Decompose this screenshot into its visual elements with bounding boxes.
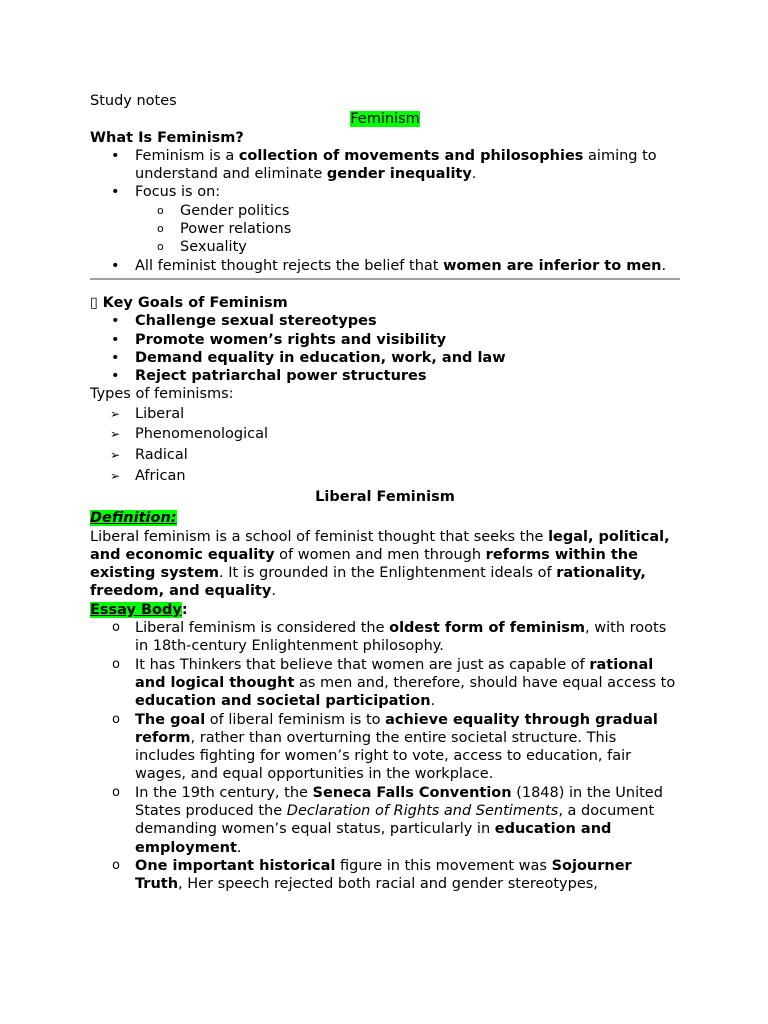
list-item: • Demand equality in education, work, and law [111, 349, 506, 366]
list-item: o Liberal feminism is considered the oldest form of feminism, with roots in 18th-century Enlightenment philosophy. [112, 620, 667, 655]
bullet-icon: • [111, 349, 120, 366]
sub-list-item: o Power relations [157, 221, 292, 238]
bullet-icon: • [111, 184, 120, 201]
arrow-bullet-icon: ➢ [110, 448, 121, 463]
list-item: • All feminist thought rejects the belief that women are inferior to men. [111, 257, 667, 274]
sub-list-item: o Gender politics [157, 202, 290, 219]
circle-bullet-icon: o [112, 620, 120, 636]
section-what-is-feminism [90, 129, 680, 275]
essay-body-label: Essay Body [90, 601, 182, 618]
circle-bullet-icon: o [157, 222, 164, 236]
section-heading: Liberal Feminism [315, 488, 455, 505]
list-item: • Reject patriarchal power structures [111, 368, 427, 385]
list-item: ➢ African [90, 466, 680, 487]
bullet-icon: • [111, 368, 120, 385]
essay-label-row: Essay Body: [90, 601, 188, 618]
list-item: • Feminism is a collection of movements and philosophies aiming to understand and eliminate gender inequality. [111, 147, 657, 183]
section-liberal-feminism [90, 487, 680, 894]
list-item: ➢ Radical [90, 445, 680, 466]
section-heading: What Is Feminism? [90, 129, 244, 146]
circle-bullet-icon: o [157, 203, 164, 217]
circle-bullet-icon: o [157, 240, 164, 254]
document-title: Feminism [350, 111, 420, 128]
circle-bullet-icon: o [112, 857, 120, 873]
bullet-icon: • [111, 257, 120, 274]
list-item: ➢ Liberal [90, 404, 680, 425]
header-text: Study notes [90, 93, 177, 109]
sub-list-item: o Sexuality [157, 239, 247, 256]
circle-bullet-icon: o [112, 656, 120, 672]
arrow-bullet-icon: ➢ [110, 468, 121, 483]
bullet-icon: • [111, 331, 120, 348]
list-item: o One important historical figure in this movement was Sojourner Truth, Her speech rejected both racial and gender stereotypes, [112, 857, 632, 893]
list-item: ➢ Phenomenological [90, 424, 680, 445]
missing-glyph-icon: ▯ [90, 294, 98, 311]
definition-label-row [90, 508, 680, 528]
types-intro: Types of feminisms: [90, 386, 234, 403]
section-heading: ▯ Key Goals of Feminism [90, 294, 288, 311]
arrow-bullet-icon: ➢ [110, 427, 121, 442]
essay-points-list [90, 619, 680, 893]
definition-list [90, 147, 680, 275]
types-list [90, 404, 680, 487]
circle-bullet-icon: o [112, 711, 120, 727]
bullet-icon: • [111, 147, 120, 164]
horizontal-divider [90, 278, 680, 280]
list-item: o The goal of liberal feminism is to achieve equality through gradual reform, rather than overturning the entire societal structure. This includes fighting for women’s right to vote, access to education, fair wages, and equal opportunities in the workplace. [112, 711, 658, 783]
section-types [90, 385, 680, 486]
arrow-bullet-icon: ➢ [110, 406, 121, 421]
list-item: • Challenge sexual stereotypes [111, 313, 377, 330]
list-item: • Focus is on: [111, 184, 221, 201]
section-key-goals [90, 294, 680, 385]
title-row [90, 110, 680, 128]
goals-list [90, 312, 680, 385]
bullet-icon: • [111, 313, 120, 330]
list-item: • Promote women’s rights and visibility [111, 331, 447, 348]
list-item: o In the 19th century, the Seneca Falls Convention (1848) in the United States produced the Declaration of Rights and Sentiments, a document demanding women’s equal status, particularly in education and employment. [112, 784, 663, 856]
list-item: o It has Thinkers that believe that women are just as capable of rational and logical thought as men and, therefore, should have equal access to education and societal participation. [112, 656, 676, 710]
definition-label: Definition: [90, 509, 177, 526]
definition-paragraph: Liberal feminism is a school of feminist thought that seeks the legal, political, and economic equality of women and men through reforms within the existing system. It is grounded in the Enlightenment ideals of rationality, freedom, and equality. [90, 528, 670, 600]
circle-bullet-icon: o [112, 784, 120, 800]
document-page [90, 92, 680, 894]
